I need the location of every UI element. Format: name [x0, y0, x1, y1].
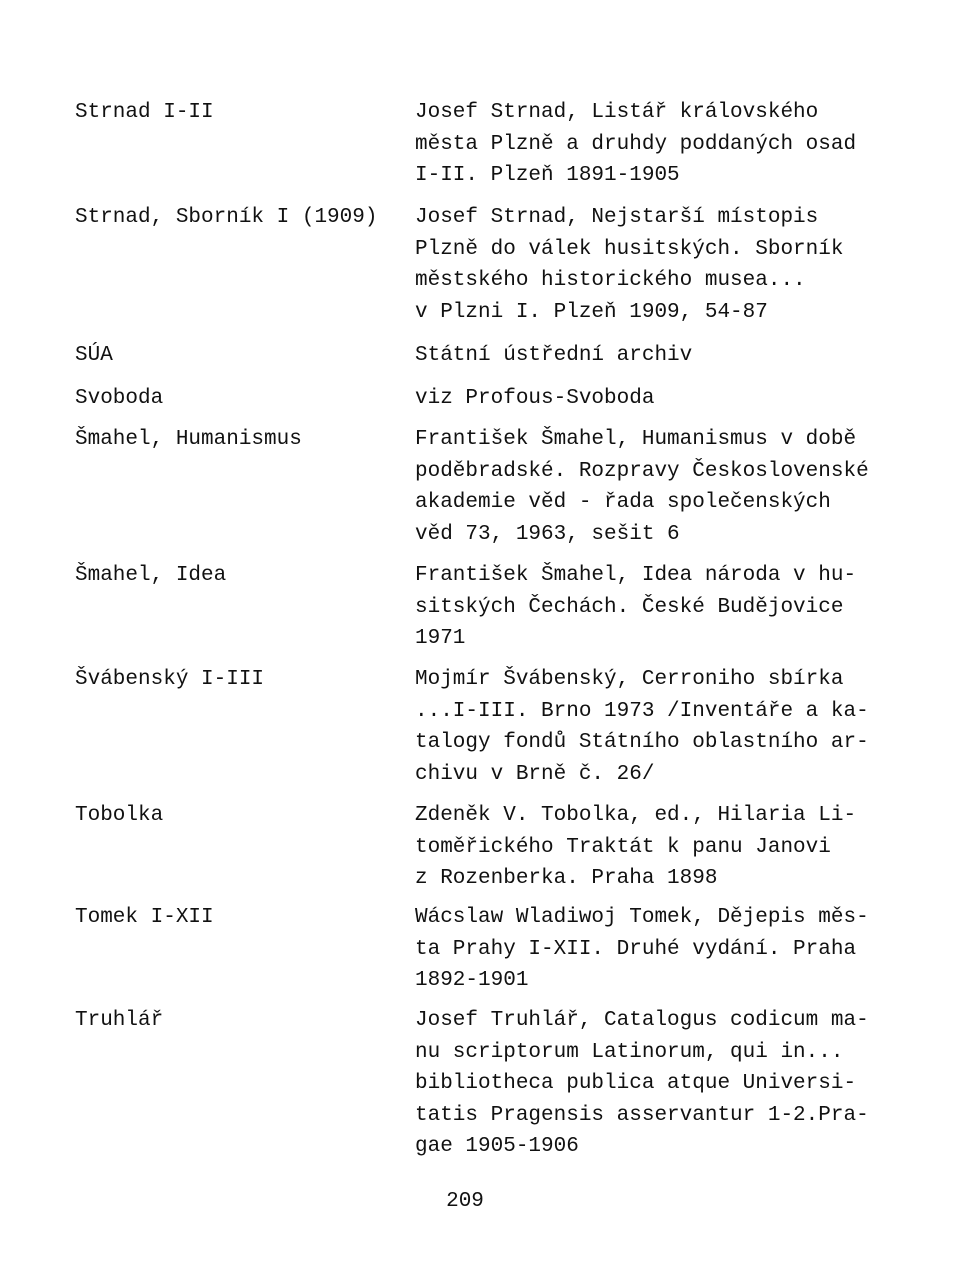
description-line: Wácslaw Wladiwoj Tomek, Dějepis měs- [415, 906, 869, 929]
description-line: Josef Strnad, Nejstarší místopis [415, 206, 819, 229]
description-line: 1971 [415, 627, 466, 650]
description-line: Státní ústřední archiv [415, 344, 693, 367]
entry-abbreviation: SÚA [75, 344, 113, 367]
description-line: bibliotheca publica atque Universi- [415, 1072, 857, 1095]
entry-abbreviation: Tobolka [75, 804, 164, 827]
entry-description [415, 800, 885, 895]
entry-abbreviation: Svoboda [75, 387, 164, 410]
description-line: ...I-III. Brno 1973 /Inventáře a ka- [415, 699, 869, 723]
entry-description [415, 560, 885, 655]
description-line: sitských Čechách. České Budějovice [415, 595, 844, 619]
description-line: gae 1905-1906 [415, 1135, 579, 1158]
description-line: tatis Pragensis asservantur 1-2.Pra- [415, 1103, 869, 1127]
description-line: městského historického musea... [415, 269, 806, 292]
entry-abbreviation: Strnad I-II [75, 101, 214, 124]
entry-description [415, 340, 885, 372]
description-line: Josef Strnad, Listář královského [415, 101, 819, 124]
description-line: viz Profous-Svoboda [415, 387, 655, 410]
description-line: toměřického Traktát k panu Janovi [415, 835, 831, 859]
description-line: nu scriptorum Latinorum, qui in... [415, 1040, 844, 1064]
description-line: akademie věd - řada společenských [415, 491, 831, 514]
entry-abbreviation: Šmahel, Idea [75, 564, 227, 587]
entry-abbreviation: Šmahel, Humanismus [75, 428, 302, 451]
description-line: poděbradské. Rozpravy Československé [415, 459, 869, 483]
description-line: Zdeněk V. Tobolka, ed., Hilaria Li- [415, 804, 857, 827]
description-line: ta Prahy I-XII. Druhé vydání. Praha [415, 937, 857, 961]
description-line: města Plzně a druhdy poddaných osad [415, 132, 857, 156]
description-line: 1892-1901 [415, 969, 529, 992]
entry-abbreviation: Truhlář [75, 1009, 164, 1032]
description-line: Plzně do válek husitských. Sborník [415, 237, 844, 261]
page-number: 209 [446, 1190, 484, 1213]
description-line: věd 73, 1963, sešit 6 [415, 522, 680, 546]
entry-description [415, 902, 885, 997]
entry-description [415, 202, 885, 328]
entry-abbreviation: Švábenský I-III [75, 668, 265, 691]
description-line: v Plzni I. Plzeň 1909, 54-87 [415, 300, 768, 324]
description-line: chivu v Brně č. 26/ [415, 762, 655, 786]
description-line: František Šmahel, Idea národa v hu- [415, 564, 857, 587]
entry-description [415, 664, 885, 790]
description-line: z Rozenberka. Praha 1898 [415, 867, 718, 890]
description-line: talogy fondů Státního oblastního ar- [415, 731, 869, 754]
description-line: Mojmír Švábenský, Cerroniho sbírka [415, 668, 844, 691]
entry-description [415, 97, 885, 192]
entry-abbreviation: Strnad, Sborník I (1909) [75, 206, 378, 229]
description-line: I-II. Plzeň 1891-1905 [415, 164, 680, 187]
entry-description [415, 424, 885, 550]
entry-description [415, 1005, 885, 1163]
entry-abbreviation: Tomek I-XII [75, 906, 214, 929]
description-line: Josef Truhlář, Catalogus codicum ma- [415, 1009, 869, 1032]
entry-description [415, 383, 885, 415]
description-line: František Šmahel, Humanismus v době [415, 428, 857, 451]
